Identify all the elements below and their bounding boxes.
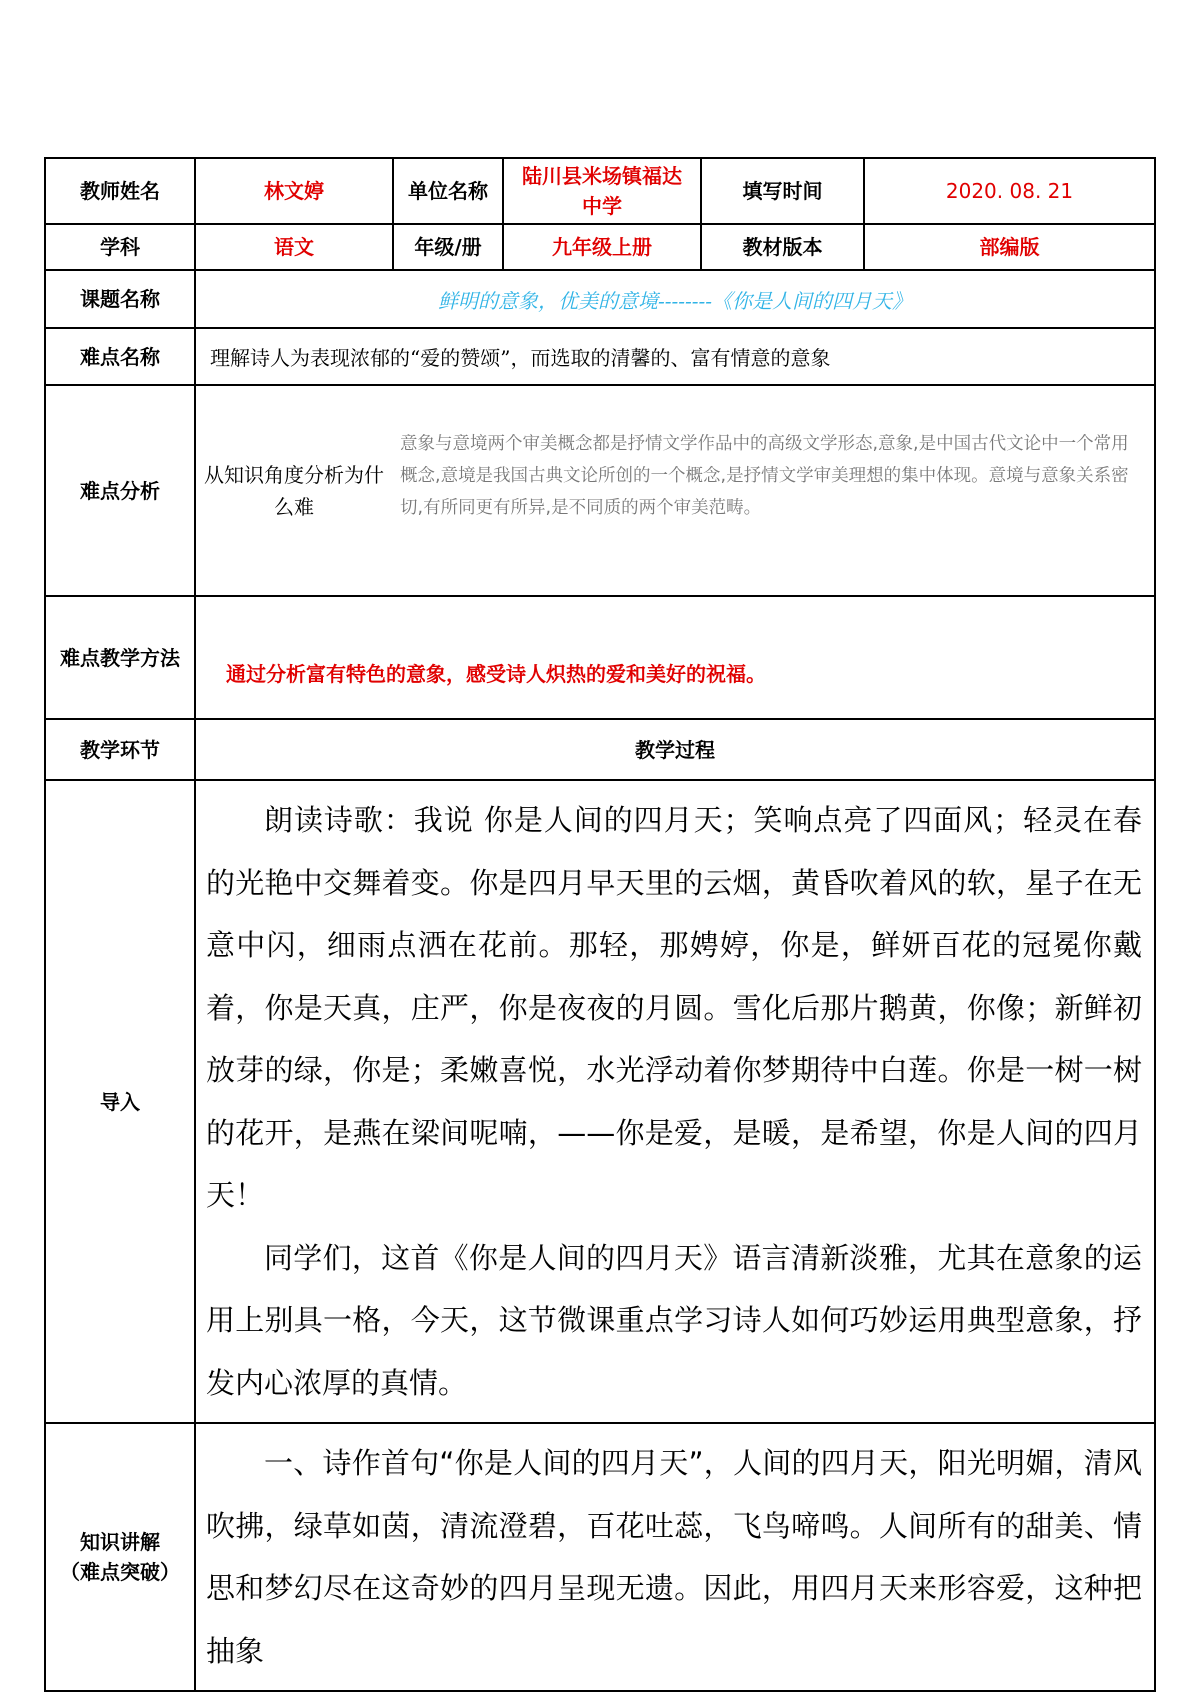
fill-date-value: 2020. 08. 21 [864, 158, 1155, 224]
topic-row [45, 270, 1155, 328]
analysis-label: 难点分析 [45, 385, 195, 596]
intro-paragraph-2: 同学们，这首《你是人间的四月天》语言清新淡雅，尤其在意象的运用上别具一格，今天，这节微课重点学习诗人如何巧妙运用典型意象，抒发内心浓厚的真情。 [206, 1240, 1142, 1400]
process-content-label: 教学过程 [195, 719, 1155, 780]
unit-name-label: 单位名称 [393, 158, 503, 224]
teacher-name-label: 教师姓名 [45, 158, 195, 224]
method-value: 通过分析富有特色的意象，感受诗人炽热的爱和美好的祝福。 [195, 596, 1155, 719]
teacher-name-value: 林文婷 [195, 158, 393, 224]
method-label: 难点教学方法 [45, 596, 195, 719]
process-stage-label: 教学环节 [45, 719, 195, 780]
intro-content [195, 780, 1155, 1423]
analysis-row [45, 385, 1155, 596]
method-row [45, 596, 1155, 719]
grade-label: 年级/册 [393, 224, 503, 270]
difficulty-row [45, 328, 1155, 385]
process-header-row [45, 719, 1155, 780]
edition-label: 教材版本 [701, 224, 864, 270]
fill-date-label: 填写时间 [701, 158, 864, 224]
grade-value: 九年级上册 [503, 224, 701, 270]
knowledge-label [45, 1423, 195, 1691]
difficulty-value: 理解诗人为表现浓郁的“爱的赞颂”，而选取的清馨的、富有情意的意象 [195, 328, 1155, 385]
analysis-inner-table [196, 386, 1154, 595]
edition-value: 部编版 [864, 224, 1155, 270]
knowledge-label-line2: （难点突破） [60, 1560, 180, 1584]
analysis-text: 意象与意境两个审美概念都是抒情文学作品中的高级文学形态,意象,是中国古代文论中一个常用概念,意境是我国古典文论所创的一个概念,是抒情文学审美理想的集中体现。意境与意象关系密切,有所同更有所异,是不同质的两个审美范畴。 [400, 433, 1129, 518]
knowledge-paragraph-1: 一、诗作首句“你是人间的四月天”，人间的四月天，阳光明媚，清风吹拂，绿草如茵，清流澄碧，百花吐蕊，飞鸟啼鸣。人间所有的甜美、情思和梦幻尽在这奇妙的四月呈现无遗。因此，用四月天来形容爱，这种把抽象 [206, 1446, 1142, 1668]
topic-label: 课题名称 [45, 270, 195, 328]
intro-row [45, 780, 1155, 1423]
difficulty-label: 难点名称 [45, 328, 195, 385]
analysis-cell [195, 385, 1155, 596]
subject-label: 学科 [45, 224, 195, 270]
knowledge-row [45, 1423, 1155, 1691]
subject-value: 语文 [195, 224, 393, 270]
knowledge-label-line1: 知识讲解 [80, 1530, 160, 1554]
topic-value: 鲜明的意象，优美的意境--------《你是人间的四月天》 [195, 270, 1155, 328]
lesson-plan-table [44, 157, 1156, 1692]
analysis-sub-label: 从知识角度分析为什么难 [204, 462, 384, 519]
unit-name-text: 陆川县米场镇福达中学 [522, 164, 682, 218]
info-row-1 [45, 158, 1155, 224]
intro-label: 导入 [45, 780, 195, 1423]
knowledge-content [195, 1423, 1155, 1691]
unit-name-value [503, 158, 701, 224]
intro-paragraph-1: 朗读诗歌：我说 你是人间的四月天；笑响点亮了四面风；轻灵在春的光艳中交舞着变。你是四月早天里的云烟，黄昏吹着风的软，星子在无意中闪，细雨点洒在花前。那轻，那娉婷，你是，鲜妍百花的冠冕你戴着，你是天真，庄严，你是夜夜的月圆。雪化后那片鹅黄，你像；新鲜初放芽的绿，你是；柔嫩喜悦，水光浮动着你梦期待中白莲。你是一树一树的花开，是燕在梁间呢喃，——你是爱，是暖，是希望，你是人间的四月天！ [206, 803, 1142, 1212]
info-row-2 [45, 224, 1155, 270]
